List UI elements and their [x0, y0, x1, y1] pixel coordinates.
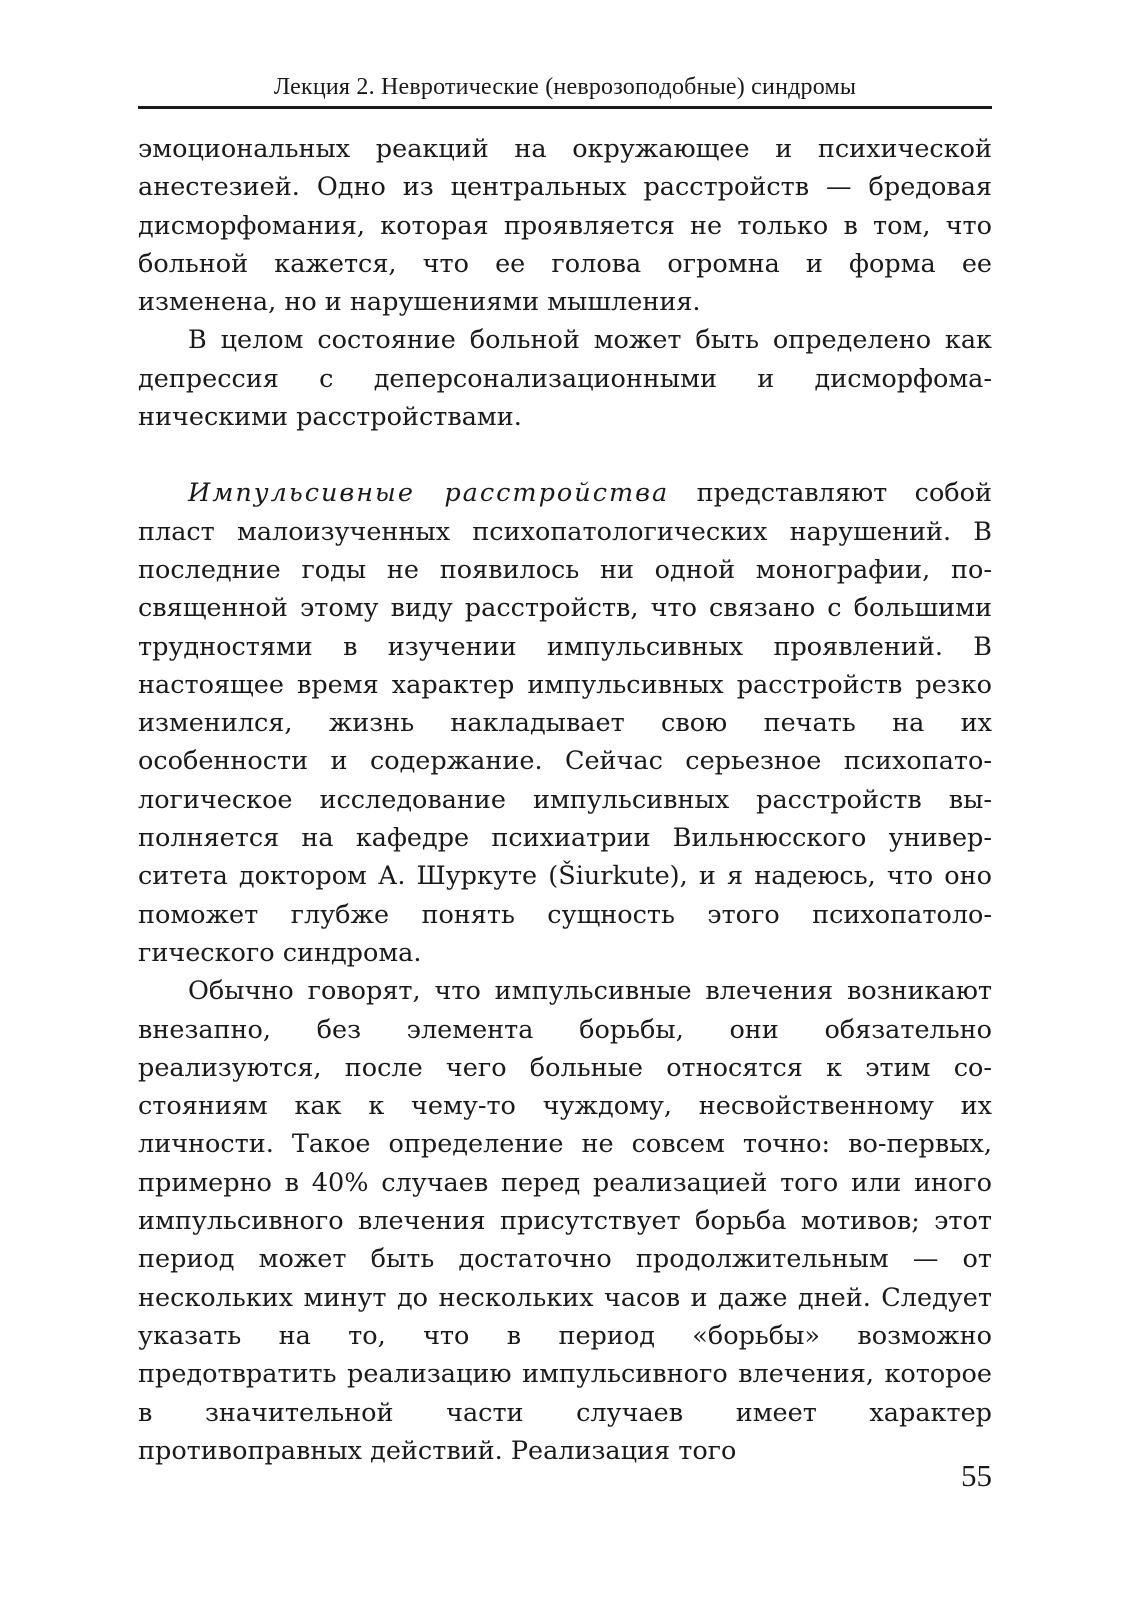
header-rule	[138, 106, 992, 109]
paragraph-summary: В целом состояние больной может быть определено как депрессия с деперсонализационными и дисморфоманическими расстройствами.	[138, 325, 992, 433]
paragraph-impulsive-disorders	[138, 474, 992, 972]
paragraph-continuation: эмоциональных реакций на окружающее и психической анестезией. Одно из центральных расстройств — бредовая дисморфомания, которая проявляется не только в том, что больной кажется, что ее голова огромна и форма ее изменена, но и нарушениями мышления.	[138, 134, 992, 318]
page-number: 55	[961, 1458, 992, 1493]
emphasized-term: Импульсивные расстройства	[188, 478, 670, 509]
body-text	[138, 130, 992, 1470]
paragraph-text: представляют собой пласт малоизученных психопатологических нарушений. В последние годы не появилось ни одной монографии, посвященной этому виду расстройств, что связано с большими трудностями в изучении импульсивных проявлений. В настоящее время характер импульсивных расстройств резко изменился, жизнь накладывает свою печать на их особенности и содержание. Сейчас серьезное психопатологическое исследование импульсивных расстройств выполняется на кафедре психиатрии Вильнюсского университета доктором А. Шуркуте (Šiurkute), и я надеюсь, что оно поможет глубже понять сущность этого психопатологического синдрома.	[138, 478, 992, 968]
paragraph-impulsive-drives: Обычно говорят, что импульсивные влечения возникают внезапно, без элемента борьбы, они обязательно реализуются, после чего больные относятся к этим состояниям как к чему-то чуждому, несвойственному их личности. Такое определение не совсем точно: во-первых, примерно в 40% случаев перед реализацией того или иного импульсивного влечения присутствует борьба мотивов; этот период может быть достаточно продолжительным — от нескольких минут до нескольких часов и даже дней. Следует указать на то, что в период «борьбы» возможно предотвратить реализацию импульсивного влечения, которое в значительной части случаев имеет характер противоправных действий. Реализация того	[138, 976, 992, 1466]
running-head: Лекция 2. Невротические (неврозоподобные) синдромы	[273, 74, 857, 100]
